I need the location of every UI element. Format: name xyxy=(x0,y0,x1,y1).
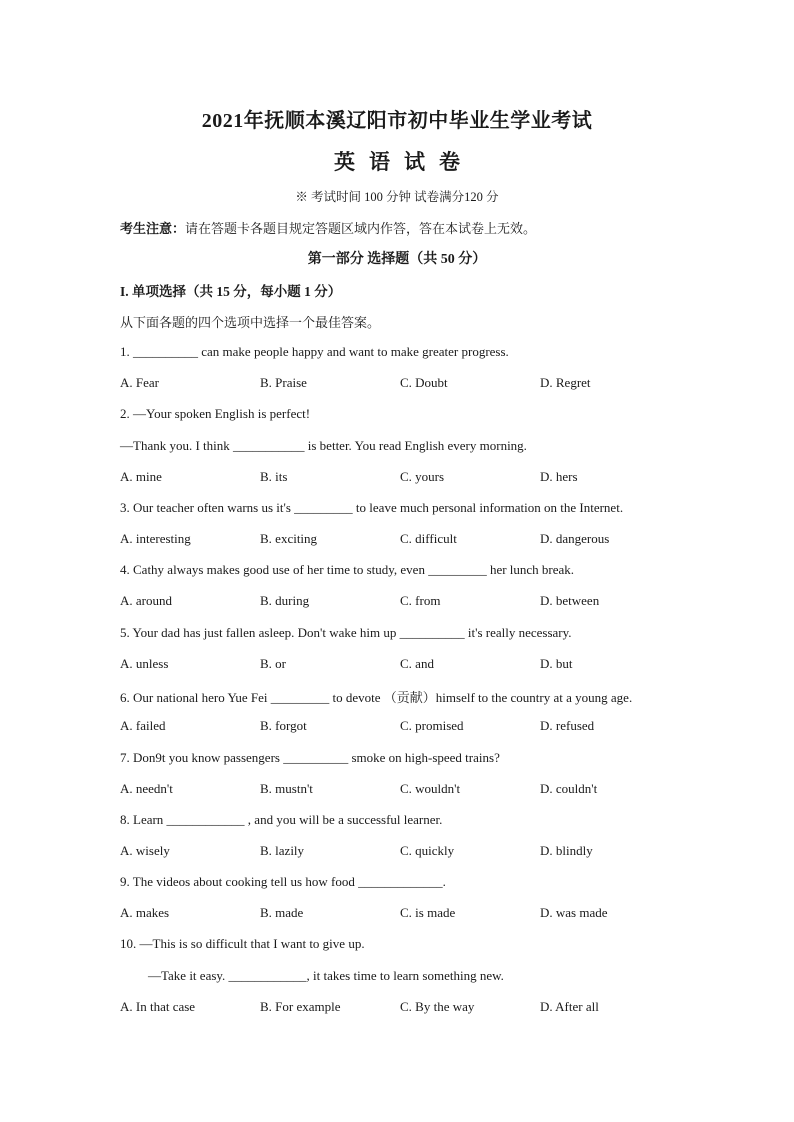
option-b: B. or xyxy=(260,656,286,671)
candidate-notice xyxy=(120,218,536,237)
option-b: B. Praise xyxy=(260,375,307,390)
question-8-stem: 8. Learn ____________ , and you will be a successful learner. xyxy=(120,812,443,827)
option-a: A. interesting xyxy=(120,531,191,546)
option-d: D. dangerous xyxy=(540,531,610,546)
option-c: C. and xyxy=(400,656,434,671)
question-10-options xyxy=(120,999,680,1017)
question-8-options xyxy=(120,843,680,861)
option-d: D. After all xyxy=(540,999,599,1014)
option-c: C. Doubt xyxy=(400,375,448,390)
option-c: C. from xyxy=(400,593,441,608)
question-5-options xyxy=(120,656,680,674)
option-a: A. around xyxy=(120,593,172,608)
section-instruction: 从下面各题的四个选项中选择一个最佳答案。 xyxy=(120,315,381,330)
question-4-stem: 4. Cathy always makes good use of her time to study, even _________ her lunch break. xyxy=(120,562,575,577)
option-d: D. refused xyxy=(540,718,595,733)
exam-title: 2021年抚顺本溪辽阳市初中毕业生学业考试 xyxy=(201,110,593,132)
notice-text: 请在答题卡各题目规定答题区域内作答，答在本试卷上无效。 xyxy=(185,221,537,236)
question-6-options xyxy=(120,718,680,736)
option-a: A. unless xyxy=(120,656,169,671)
question-7-options xyxy=(120,781,680,799)
option-c: C. wouldn't xyxy=(400,781,461,796)
question-2-stem-line2: —Thank you. I think ___________ is better. You read English every morning. xyxy=(120,438,527,453)
question-5-stem: 5. Your dad has just fallen asleep. Don't wake him up __________ it's really necessary. xyxy=(120,625,572,640)
option-d: D. Regret xyxy=(540,375,591,390)
option-c: C. is made xyxy=(400,905,456,920)
option-d: D. blindly xyxy=(540,843,593,858)
question-10-stem: 10. —This is so difficult that I want to give up. xyxy=(120,936,365,951)
option-b: B. its xyxy=(260,469,288,484)
option-a: A. failed xyxy=(120,718,166,733)
option-d: D. hers xyxy=(540,469,578,484)
option-b: B. For example xyxy=(260,999,341,1014)
option-b: B. mustn't xyxy=(260,781,313,796)
option-b: B. forgot xyxy=(260,718,307,733)
option-c: C. promised xyxy=(400,718,464,733)
question-10-stem-line2: —Take it easy. ____________, it takes time to learn something new. xyxy=(148,968,504,983)
question-9-stem: 9. The videos about cooking tell us how food _____________. xyxy=(120,874,446,889)
option-a: A. wisely xyxy=(120,843,170,858)
question-9-options xyxy=(120,905,680,923)
notice-lead: 考生注意： xyxy=(120,221,186,236)
section-title: I. 单项选择（共 15 分，每小题 1 分） xyxy=(120,284,342,299)
option-d: D. was made xyxy=(540,905,608,920)
option-a: A. needn't xyxy=(120,781,173,796)
option-b: B. exciting xyxy=(260,531,318,546)
option-c: C. quickly xyxy=(400,843,455,858)
question-3-stem: 3. Our teacher often warns us it's _________ to leave much personal information on the Internet. xyxy=(120,500,624,515)
option-c: C. By the way xyxy=(400,999,475,1014)
question-7-stem: 7. Don9t you know passengers __________ smoke on high-speed trains? xyxy=(120,750,500,765)
option-d: D. couldn't xyxy=(540,781,598,796)
option-d: D. between xyxy=(540,593,600,608)
question-4-options xyxy=(120,593,680,611)
question-3-options xyxy=(120,531,680,549)
question-1-stem: 1. __________ can make people happy and want to make greater progress. xyxy=(120,344,509,359)
option-c: C. yours xyxy=(400,469,445,484)
question-1-options xyxy=(120,375,680,393)
option-c: C. difficult xyxy=(400,531,457,546)
option-d: D. but xyxy=(540,656,573,671)
part-title: 第一部分 选择题（共 50 分） xyxy=(307,252,487,267)
exam-subtitle: 英语试卷 xyxy=(334,150,474,174)
option-a: A. In that case xyxy=(120,999,196,1014)
question-2-options xyxy=(120,469,680,487)
option-a: A. mine xyxy=(120,469,162,484)
time-note: ※ 考试时间 100 分钟 试卷满分120 分 xyxy=(295,190,499,204)
option-a: A. makes xyxy=(120,905,170,920)
question-6-stem: 6. Our national hero Yue Fei _________ to devote （贡献）himself to the country at a young age. xyxy=(120,690,633,705)
option-a: A. Fear xyxy=(120,375,159,390)
option-b: B. lazily xyxy=(260,843,305,858)
option-b: B. during xyxy=(260,593,310,608)
option-b: B. made xyxy=(260,905,304,920)
question-2-stem: 2. —Your spoken English is perfect! xyxy=(120,406,311,421)
